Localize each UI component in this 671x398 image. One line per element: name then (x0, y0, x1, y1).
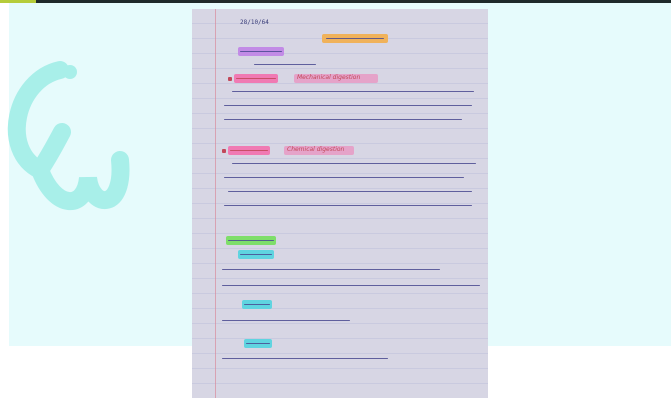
section1-bullet (228, 77, 232, 81)
note-line (224, 177, 464, 178)
flow-line (222, 269, 440, 270)
flow-line (222, 320, 350, 321)
section2-bullet (222, 149, 226, 153)
note-line (232, 163, 476, 164)
note-line (228, 191, 472, 192)
subsection1-ink (240, 254, 272, 255)
flow-line (222, 358, 388, 359)
note-line (224, 119, 462, 120)
note-line (232, 91, 474, 92)
section1-red-title: Mechanical digestion (297, 74, 361, 81)
title-ink (326, 38, 384, 39)
subsection3-ink (246, 343, 270, 344)
note-line (224, 105, 472, 106)
subsection2-ink (244, 304, 270, 305)
subheading-ink (240, 51, 282, 52)
note-line (224, 205, 472, 206)
notebook-photo (192, 9, 488, 398)
watermark-logo (0, 60, 150, 220)
note-line (254, 64, 316, 65)
note-date: 28/10/64 (240, 19, 269, 26)
section2-ink (230, 150, 268, 151)
flow-line (222, 285, 480, 286)
notebook-margin-line (215, 9, 216, 398)
summary-ink (228, 240, 274, 241)
section2-red-title: Chemical digestion (287, 146, 345, 153)
section1-ink (236, 78, 276, 79)
